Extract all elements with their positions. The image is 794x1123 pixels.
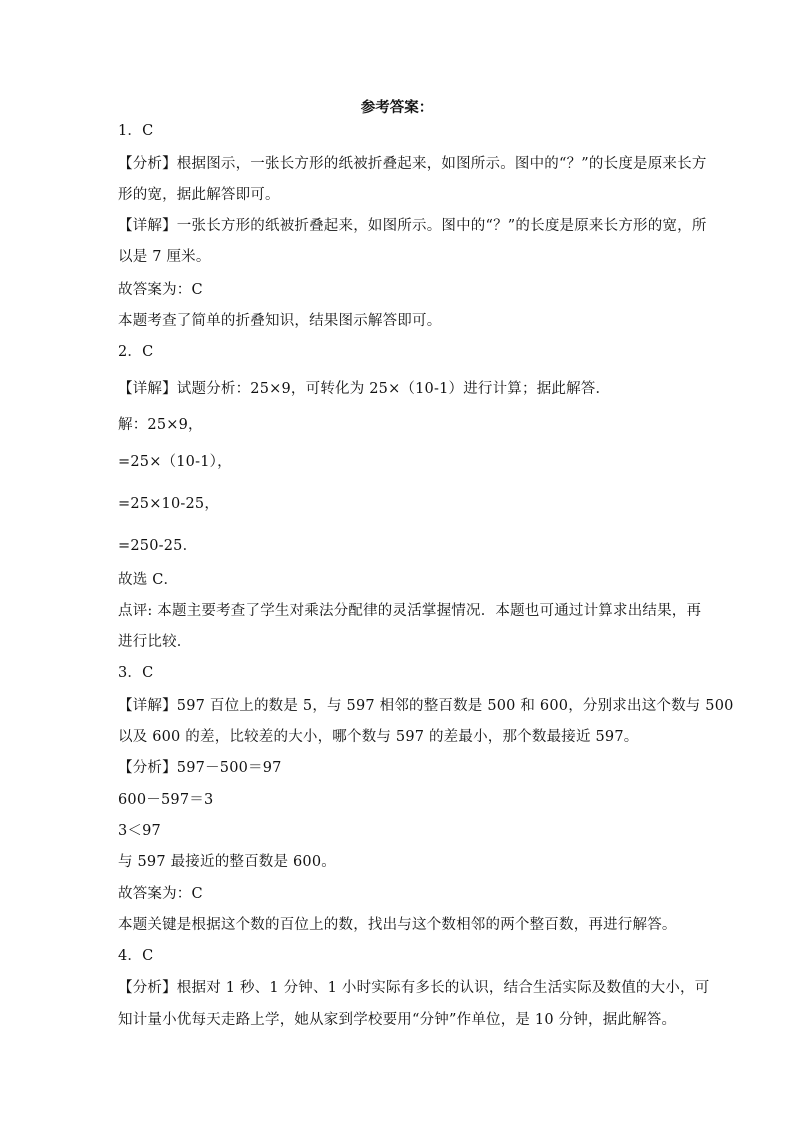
analysis-1-line-1: 【分析】根据图示，一张长方形的纸被折叠起来，如图所示。图中的“？”的长度是原来长方 [118, 156, 707, 172]
detail-1-line-2: 以是 7 厘米。 [118, 249, 211, 265]
answer-number-2: 2．C [118, 344, 154, 360]
answer-2-conclusion: 故选 C． [118, 572, 179, 588]
analysis-3-step-1: 【分析】597－500＝97 [118, 760, 282, 776]
answer-3-conclusion: 故答案为：C [118, 886, 203, 902]
detail-3-line-2: 以及 600 的差，比较差的大小，哪个数与 597 的差最小，那个数最接近 597。 [118, 729, 639, 745]
analysis-3-step-3: 3＜97 [118, 823, 161, 839]
answer-number-3: 3．C [118, 665, 154, 681]
analysis-3-step-4: 与 597 最接近的整百数是 600。 [118, 854, 336, 870]
analysis-3-step-2: 600－597＝3 [118, 792, 214, 808]
detail-2: 【详解】试题分析：25×9，可转化为 25×（10-1）进行计算；据此解答． [118, 381, 611, 397]
analysis-4-line-2: 知计量小优每天走路上学，她从家到学校要用“分钟”作单位，是 10 分钟，据此解答。 [118, 1012, 677, 1028]
page-title: 参考答案： [360, 99, 434, 116]
solution-2-step-2: =25×（10-1）， [118, 454, 232, 470]
comment-2-line-2: 进行比较． [118, 634, 192, 650]
solution-2-step-4: =250-25． [118, 538, 198, 554]
comment-3: 本题关键是根据这个数的百位上的数，找出与这个数相邻的两个整百数，再进行解答。 [118, 917, 677, 933]
answer-number-4: 4．C [118, 948, 154, 964]
solution-2-step-1: 解：25×9， [118, 417, 203, 433]
solution-2-step-3: =25×10-25， [118, 496, 220, 512]
answer-number-1: 1．C [118, 123, 154, 139]
detail-3-line-1: 【详解】597 百位上的数是 5，与 597 相邻的整百数是 500 和 600，分别求出这个数与 500 [118, 698, 734, 714]
analysis-1-line-2: 形的宽，据此解答即可。 [118, 187, 280, 203]
comment-2-line-1: 点评: 本题主要考查了学生对乘法分配律的灵活掌握情况．本题也可通过计算求出结果，再 [118, 603, 702, 619]
comment-1: 本题考查了简单的折叠知识，结果图示解答即可。 [118, 313, 442, 329]
analysis-4-line-1: 【分析】根据对 1 秒、1 分钟、1 小时实际有多长的认识，结合生活实际及数值的大小，可 [118, 980, 710, 996]
detail-1-line-1: 【详解】一张长方形的纸被折叠起来，如图所示。图中的“？”的长度是原来长方形的宽，所 [118, 218, 707, 234]
answer-1-conclusion: 故答案为：C [118, 282, 203, 298]
